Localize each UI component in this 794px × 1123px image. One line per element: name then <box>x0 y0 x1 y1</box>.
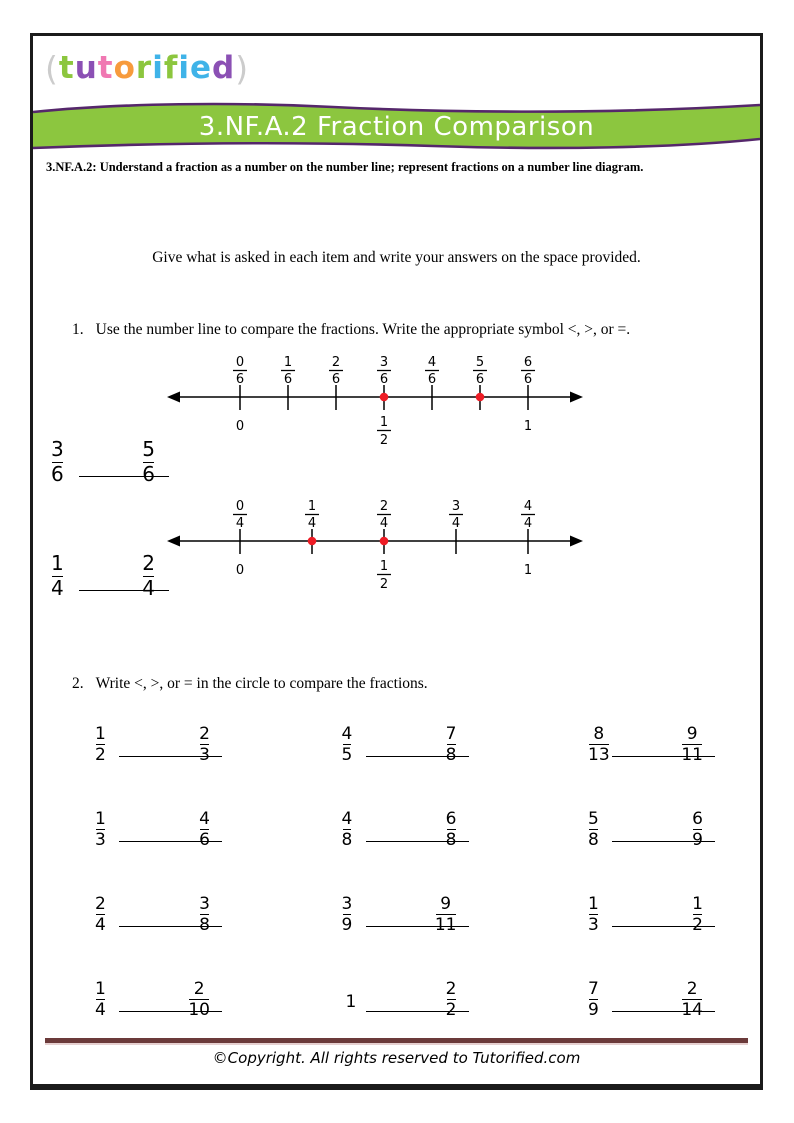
fraction-numerator: 2 <box>199 724 210 744</box>
number-line-section <box>33 349 760 621</box>
logo-letter-9: d <box>212 50 236 86</box>
fraction-denominator: 4 <box>95 1000 106 1021</box>
fraction-numerator: 4 <box>341 809 353 829</box>
fraction-numerator: 1 <box>95 809 106 829</box>
logo-letter-7: i <box>178 50 190 86</box>
fraction-denominator: 11 <box>434 915 457 936</box>
fraction-comparison-problem <box>588 725 703 777</box>
number-line-sixths <box>165 349 585 449</box>
fraction-comparison-problem <box>51 553 155 611</box>
fraction-numerator: 5 <box>142 437 155 461</box>
fraction-numerator: 7 <box>445 724 457 744</box>
tick-fraction-numerator: 5 <box>475 355 485 370</box>
plotted-point-dot <box>308 537 317 546</box>
question-1-text: Use the number line to compare the fractions. Write the appropriate symbol <, >, or =. <box>95 321 631 338</box>
fraction-numerator: 3 <box>51 437 64 461</box>
tick-fraction-denominator: 6 <box>235 372 245 387</box>
tick-fraction-numerator: 1 <box>283 355 293 370</box>
fraction-denominator: 3 <box>95 830 106 851</box>
left-fraction <box>51 553 64 599</box>
number-line-fourths <box>165 493 585 593</box>
left-arrow-icon <box>167 392 180 403</box>
right-fraction <box>692 810 703 850</box>
fraction-denominator: 6 <box>51 461 64 486</box>
copyright-text: ©Copyright. All rights reserved to Tutorified.com <box>212 1049 581 1067</box>
footer-divider-bar-shadow <box>45 1043 748 1045</box>
fraction-denominator: 4 <box>142 575 155 600</box>
tick-fraction-numerator: 0 <box>235 355 245 370</box>
right-fraction <box>446 725 457 765</box>
fraction-numerator: 2 <box>95 894 106 914</box>
title-banner <box>33 99 760 153</box>
fraction-denominator: 6 <box>199 830 210 851</box>
tutorified-logo <box>45 50 249 86</box>
fraction-numerator: 4 <box>199 809 210 829</box>
fraction-numerator: 3 <box>199 894 210 914</box>
tick-bottom-fraction-denominator: 2 <box>379 433 389 448</box>
tick-bottom-label: 0 <box>235 563 245 578</box>
right-fraction <box>142 439 155 485</box>
right-fraction <box>446 980 457 1020</box>
fraction-denominator: 2 <box>445 1000 457 1021</box>
tick-fraction-numerator: 6 <box>523 355 533 370</box>
left-fraction <box>588 980 599 1020</box>
tick-fraction-numerator: 3 <box>451 499 461 514</box>
logo-letter-5: i <box>152 50 164 86</box>
plotted-point-dot <box>476 393 485 402</box>
fraction-numerator: 6 <box>692 809 703 829</box>
right-fraction <box>446 810 457 850</box>
right-arrow-icon <box>570 536 583 547</box>
left-arrow-icon <box>167 536 180 547</box>
fraction-comparison-problem <box>588 810 703 862</box>
tick-fraction-denominator: 4 <box>451 516 461 531</box>
tick-bottom-fraction-numerator: 1 <box>379 415 389 430</box>
question-2-number: 2. <box>72 675 84 692</box>
tick-fraction-denominator: 6 <box>331 372 341 387</box>
fraction-comparison-problem <box>95 810 210 862</box>
fraction-denominator: 4 <box>51 575 64 600</box>
left-fraction <box>342 725 353 765</box>
question-2-heading <box>33 675 760 693</box>
fraction-numerator: 6 <box>445 809 457 829</box>
fraction-comparison-problem <box>588 980 703 1032</box>
fraction-denominator: 3 <box>588 915 599 936</box>
right-fraction <box>199 895 210 935</box>
tick-fraction-denominator: 6 <box>523 372 533 387</box>
fraction-numerator: 1 <box>95 724 106 744</box>
fraction-denominator: 9 <box>588 1000 599 1021</box>
fraction-numerator: 2 <box>142 551 155 575</box>
fraction-denominator: 5 <box>341 745 353 766</box>
logo-letter-2: t <box>97 50 114 86</box>
tick-fraction-numerator: 1 <box>307 499 317 514</box>
fraction-numerator: 9 <box>440 894 452 914</box>
worksheet-border-frame <box>30 33 763 1090</box>
right-fraction <box>199 810 210 850</box>
question-1-heading <box>33 321 760 339</box>
fraction-numerator: 2 <box>193 979 205 999</box>
fraction-comparison-problem <box>342 725 457 777</box>
tick-fraction-numerator: 4 <box>427 355 437 370</box>
fraction-denominator: 2 <box>692 915 703 936</box>
general-instruction: Give what is asked in each item and write your answers on the space provided. <box>152 249 641 266</box>
right-fraction <box>681 725 703 765</box>
fraction-denominator: 6 <box>142 461 155 486</box>
fraction-numerator: 1 <box>95 979 106 999</box>
tick-fraction-numerator: 2 <box>331 355 341 370</box>
left-fraction <box>588 895 599 935</box>
fraction-denominator: 11 <box>681 745 703 766</box>
left-fraction <box>342 810 353 850</box>
logo-bracket-left: ( <box>45 49 59 88</box>
left-fraction <box>588 810 599 850</box>
right-fraction <box>692 895 703 935</box>
fraction-comparison-problem <box>342 810 457 862</box>
fraction-comparison-problem <box>95 895 210 947</box>
left-whole-number: 1 <box>345 992 357 1012</box>
question-1-number: 1. <box>72 321 84 338</box>
fraction-denominator: 9 <box>692 830 703 851</box>
fraction-numerator: 1 <box>51 551 64 575</box>
fraction-numerator: 1 <box>588 894 599 914</box>
fraction-comparison-problem <box>342 980 457 1032</box>
logo-letter-0: t <box>58 50 75 86</box>
tick-fraction-denominator: 4 <box>307 516 317 531</box>
left-fraction <box>95 810 106 850</box>
answer-blank[interactable] <box>79 476 169 477</box>
left-fraction <box>95 980 106 1020</box>
standard-description: 3.NF.A.2: Understand a fraction as a number on the number line; represent fractions on a number line diagram. <box>46 160 644 174</box>
fraction-numerator: 7 <box>588 979 599 999</box>
left-fraction <box>51 439 64 485</box>
tick-fraction-numerator: 3 <box>379 355 389 370</box>
tick-bottom-label: 1 <box>523 563 533 578</box>
tick-bottom-label: 1 <box>523 419 533 434</box>
fraction-denominator: 8 <box>445 830 457 851</box>
logo-row <box>33 36 760 97</box>
logo-letter-4: r <box>135 50 153 86</box>
right-fraction <box>199 725 210 765</box>
fraction-comparison-problem <box>51 439 155 497</box>
logo-letter-8: e <box>190 50 213 86</box>
fraction-denominator: 2 <box>95 745 106 766</box>
tick-bottom-label: 0 <box>235 419 245 434</box>
fraction-denominator: 8 <box>588 830 599 851</box>
tick-fraction-numerator: 4 <box>523 499 533 514</box>
fraction-denominator: 14 <box>681 1000 703 1021</box>
fraction-denominator: 8 <box>445 745 457 766</box>
left-fraction <box>95 725 106 765</box>
tick-bottom-fraction-numerator: 1 <box>379 559 389 574</box>
fraction-comparison-problem <box>342 895 457 947</box>
fraction-denominator: 4 <box>95 915 106 936</box>
tick-bottom-fraction-denominator: 2 <box>379 577 389 592</box>
fraction-numerator: 2 <box>686 979 698 999</box>
fraction-denominator: 13 <box>588 745 610 766</box>
fraction-comparison-problem <box>95 980 210 1032</box>
fraction-numerator: 9 <box>686 724 698 744</box>
fraction-denominator: 10 <box>188 1000 210 1021</box>
plotted-point-dot <box>380 393 389 402</box>
fraction-denominator: 9 <box>341 915 353 936</box>
fraction-denominator: 8 <box>341 830 353 851</box>
right-fraction <box>188 980 210 1020</box>
left-fraction <box>342 895 353 935</box>
worksheet-title: 3.NF.A.2 Fraction Comparison <box>198 112 595 142</box>
tick-fraction-denominator: 4 <box>379 516 389 531</box>
fraction-numerator: 5 <box>588 809 599 829</box>
fraction-denominator: 3 <box>199 745 210 766</box>
right-fraction <box>435 895 457 935</box>
tick-fraction-denominator: 4 <box>523 516 533 531</box>
logo-letter-1: u <box>74 50 98 86</box>
tick-fraction-numerator: 2 <box>379 499 389 514</box>
logo-letter-3: o <box>113 50 136 86</box>
fraction-comparison-problem <box>588 895 703 947</box>
logo-letter-6: f <box>163 50 179 86</box>
answer-blank[interactable] <box>79 590 169 591</box>
right-fraction <box>142 553 155 599</box>
left-fraction <box>588 725 610 765</box>
question-2-problem-grid <box>95 725 710 1032</box>
fraction-numerator: 2 <box>445 979 457 999</box>
fraction-numerator: 4 <box>341 724 353 744</box>
fraction-numerator: 3 <box>341 894 353 914</box>
right-arrow-icon <box>570 392 583 403</box>
tick-fraction-denominator: 6 <box>379 372 389 387</box>
tick-fraction-denominator: 6 <box>427 372 437 387</box>
tick-fraction-denominator: 6 <box>475 372 485 387</box>
tick-fraction-denominator: 6 <box>283 372 293 387</box>
footer <box>33 1038 760 1084</box>
right-fraction <box>681 980 703 1020</box>
tick-fraction-numerator: 0 <box>235 499 245 514</box>
tick-fraction-denominator: 4 <box>235 516 245 531</box>
fraction-numerator: 8 <box>593 724 605 744</box>
question-2-text: Write <, >, or = in the circle to compare the fractions. <box>95 675 428 692</box>
logo-bracket-right: ) <box>235 49 250 88</box>
left-fraction <box>95 895 106 935</box>
fraction-numerator: 1 <box>692 894 703 914</box>
fraction-denominator: 8 <box>199 915 210 936</box>
fraction-comparison-problem <box>95 725 210 777</box>
plotted-point-dot <box>380 537 389 546</box>
